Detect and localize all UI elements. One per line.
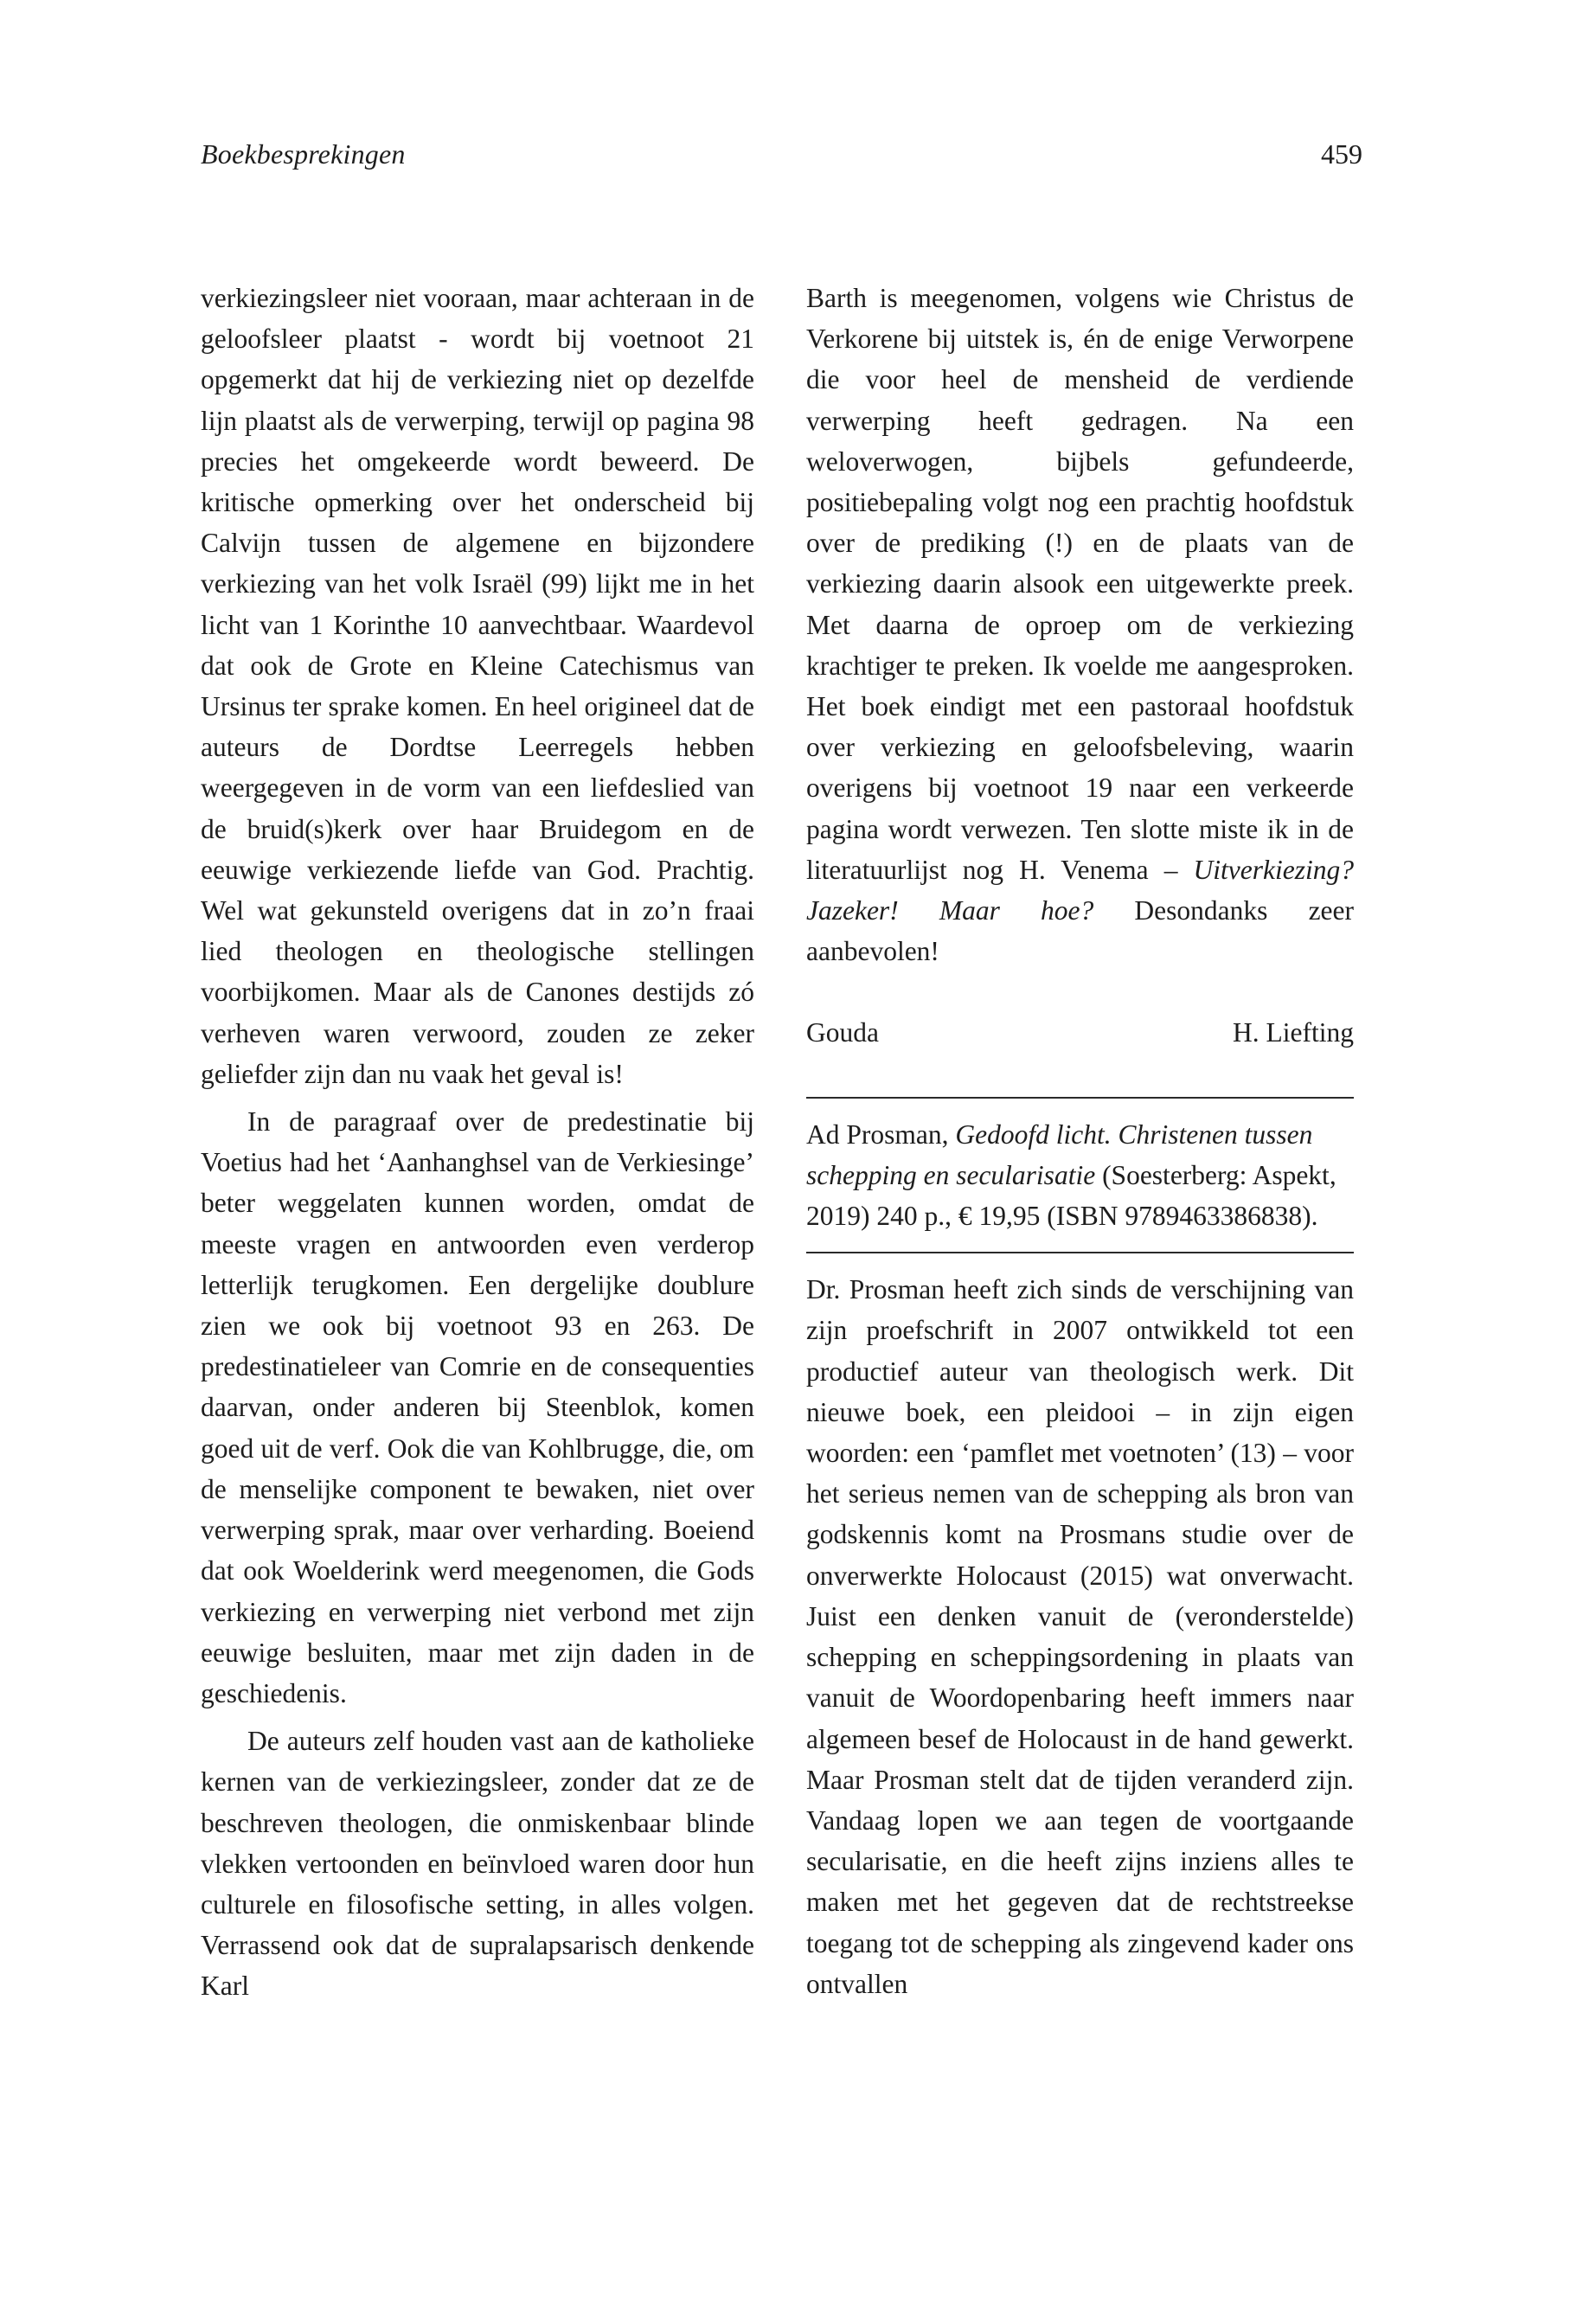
- signoff-place: Gouda: [806, 1017, 879, 1048]
- right-paragraph-1-closing: Desondanks zeer aanbevolen!: [806, 895, 1354, 967]
- biblio-title: Gedoofd licht. Christenen tussen schepping en secularisatie: [806, 1118, 1313, 1190]
- cited-book-title: Uitverkiezing? Jazeker! Maar hoe?: [806, 854, 1354, 926]
- running-head-title: Boekbesprekingen: [201, 138, 406, 170]
- review-signoff: [806, 1012, 1354, 1053]
- biblio-author: Ad Prosman,: [806, 1118, 949, 1150]
- page-number: 459: [1321, 138, 1362, 170]
- right-paragraph-2: Dr. Prosman heeft zich sinds de verschijning van zijn proefschrift in 2007 ontwikkeld tot een productief auteur van theologisch werk. Dit nieuwe boek, een pleidooi – in zijn eigen woorden: een ‘pamflet met voetnoten’ (13) – voor het serieus nemen van de schepping als bron van godskennis komt na Prosmans studie over de onverwerkte Holocaust (2015) wat onverwacht. Juist een denken vanuit de (veronderstelde) schepping en scheppingsordening in plaats van vanuit de Woordopenbaring heeft immers naar algemeen besef de Holocaust in de hand gewerkt. Maar Prosman stelt dat de tijden veranderd zijn. Vandaag lopen we aan tegen de voortgaande secularisatie, en die heeft zijns inziens alles te maken met het gegeven dat de rechtstreekse toegang tot de schepping als zingevend kader ons ontvallen: [806, 1274, 1354, 1999]
- right-paragraph-1: [806, 278, 1354, 971]
- right-paragraph-1-text: Barth is meegenomen, volgens wie Christus de Verkorene bij uitstek is, én de enige Verworpene die voor heel de mensheid de verdiende verwerping heeft gedragen. Na een weloverwogen, bijbels gefundeerde, positiebepaling volgt nog een prachtig hoofdstuk over de prediking (!) en de plaats van de verkiezing daarin alsook een uitgewerkte preek. Met daarna de oproep om de verkiezing krachtiger te preken. Ik voelde me aangesproken. Het boek eindigt met een pastoraal hoofdstuk over verkiezing en geloofsbeleving, waarin overigens bij voetnoot 19 naar een verkeerde pagina wordt verwezen. Ten slotte miste ik in de literatuurlijst nog H. Venema –: [806, 283, 1354, 885]
- signoff-author: H. Liefting: [1233, 1017, 1354, 1048]
- left-column: [201, 278, 754, 2007]
- bibliographic-entry: [806, 1114, 1354, 1237]
- biblio-details: (Soesterberg: Aspekt, 2019) 240 p., € 19,95 (ISBN 9789463386838).: [806, 1159, 1336, 1232]
- left-paragraph-1: verkiezingsleer niet vooraan, maar achteraan in de geloofsleer plaatst - wordt bij voetnoot 21 opgemerkt dat hij de verkiezing niet op dezelfde lijn plaatst als de verwerping, terwijl op pagina 98 precies het omgekeerde wordt beweerd. De kritische opmerking over het onderscheid bij Calvijn tussen de algemene en bijzondere verkiezing van het volk Israël (99) lijkt me in het licht van 1 Korinthe 10 aanvechtbaar. Waardevol dat ook de Grote en Kleine Catechismus van Ursinus ter sprake komen. En heel origineel dat de auteurs de Dordtse Leerregels hebben weergegeven in de vorm van een liefdeslied van de bruid(s)kerk over haar Bruidegom en de eeuwige verkiezende liefde van God. Prachtig. Wel wat gekunsteld overigens dat in zo’n fraai lied theologen en theologische stellingen voorbijkomen. Maar als de Canones destijds zó verheven waren verwoord, zouden ze zeker geliefder zijn dan nu vaak het geval is!: [201, 283, 754, 1089]
- divider-bottom: [806, 1252, 1354, 1253]
- divider-top: [806, 1097, 1354, 1099]
- left-paragraph-3: De auteurs zelf houden vast aan de katholieke kernen van de verkiezingsleer, zonder dat ze de beschreven theologen, die onmiskenbaar blinde vlekken vertoonden en beïnvloed waren door hun culturele en filosofische setting, in alles volgen. Verrassend ook dat de supralapsarisch denkende Karl: [201, 1726, 754, 2002]
- right-column: [806, 278, 1354, 2004]
- left-paragraph-2: In de paragraaf over de predestinatie bij Voetius had het ‘Aanhanghsel van de Verkiesinge’ beter weggelaten kunnen worden, omdat de meeste vragen en antwoorden even verderop letterlijk terugkomen. Een dergelijke doublure zien we ook bij voetnoot 93 en 263. De predestinatieleer van Comrie en de consequenties daarvan, onder anderen bij Steenblok, komen goed uit de verf. Ook die van Kohlbrugge, die, om de menselijke component te bewaken, niet over verwerping sprak, maar over verharding. Boeiend dat ook Woelderink werd meegenomen, die Gods verkiezing en verwerping niet verbond met zijn eeuwige besluiten, maar met zijn daden in de geschiedenis.: [201, 1106, 754, 1708]
